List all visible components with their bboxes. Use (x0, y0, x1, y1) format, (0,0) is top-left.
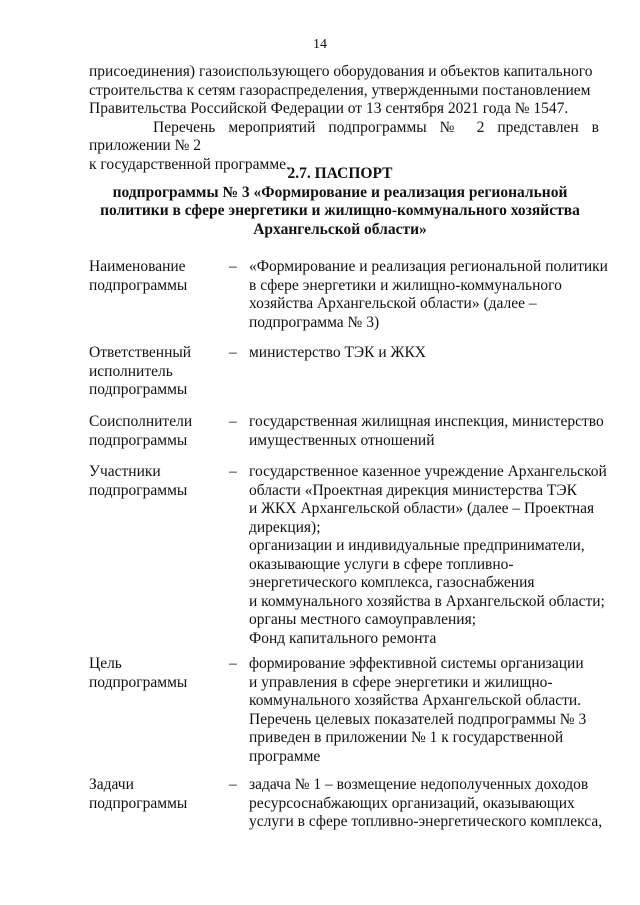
row-label-line: подпрограммы (89, 673, 188, 691)
row-label-line: подпрограммы (89, 381, 188, 398)
row-label (89, 258, 219, 295)
row-value-line: и коммунального хозяйства в Архангельской области; (249, 592, 605, 610)
row-value-line: и управления в сфере энергетики и жилищно- (249, 673, 553, 691)
intro-p1-line-3: Правительства Российской Федерации от 13 сентября 2021 года № 1547. (89, 100, 569, 117)
page-number: 14 (313, 37, 327, 52)
row-value (249, 258, 608, 332)
row-dash: – (229, 413, 237, 430)
row-label-line: Ответственный (89, 344, 192, 361)
row-value-line: формирование эффективной системы организации (249, 655, 584, 672)
row-label-line: Цель (89, 655, 122, 672)
row-value-line: хозяйства Архангельской области» (далее – (249, 295, 537, 312)
row-value-line: услуги в сфере топливно-энергетического комплекса, (249, 813, 603, 830)
row-label-line: Участники (89, 463, 161, 480)
intro-text (89, 63, 599, 174)
row-label-line: Задачи (89, 776, 134, 793)
intro-p2-line-1: Перечень мероприятий подпрограммы № 2 представлен в приложении № 2 (89, 118, 599, 154)
row-value-line: в сфере энергетики и жилищно-коммунального (249, 276, 562, 294)
row-label-line: подпрограммы (89, 794, 188, 812)
row-label (89, 463, 219, 500)
row-value-line: и ЖКХ Архангельской области» (далее – Проектная (249, 500, 595, 517)
row-label (89, 344, 219, 400)
row-value-line: государственное казенное учреждение Архангельской (249, 463, 607, 480)
row-label-line: Наименование (89, 258, 186, 275)
row-label-line: подпрограммы (89, 431, 188, 449)
heading-line-2: подпрограммы № 3 «Формирование и реализация региональной (112, 183, 568, 201)
row-value-line: государственная жилищная инспекция, министерство (249, 413, 604, 430)
intro-p1-line-2: строительства к сетям газораспределения, утвержденными постановлением (89, 81, 591, 99)
row-value-line: органы местного самоуправления; (249, 611, 477, 628)
row-dash: – (229, 776, 237, 793)
row-label-line: подпрограммы (89, 276, 188, 294)
row-label (89, 655, 219, 692)
row-value (249, 463, 607, 648)
row-label (89, 776, 219, 813)
row-value-line: «Формирование и реализация региональной политики (249, 258, 608, 275)
row-label-line: подпрограммы (89, 481, 188, 499)
row-value (249, 413, 604, 450)
heading-line-1: 2.7. ПАСПОРТ (287, 165, 393, 182)
row-label (89, 413, 219, 450)
row-value-line: области «Проектная дирекция министерства ТЭК (249, 481, 577, 499)
row-dash: – (229, 344, 237, 361)
intro-paragraph-1 (89, 63, 599, 119)
intro-p1-line-1: присоединения) газоиспользующего оборудования и объектов капитального (89, 63, 593, 80)
row-value-line: организации и индивидуальные предприниматели, (249, 537, 585, 554)
section-heading (80, 165, 600, 239)
row-value-line: программе (249, 747, 321, 765)
row-value-line: коммунального хозяйства Архангельской области. (249, 692, 582, 709)
row-label-line: Соисполнители (89, 413, 193, 430)
row-value-line: министерство ТЭК и ЖКХ (249, 344, 426, 361)
row-dash: – (229, 655, 237, 672)
row-value-line: ресурсоснабжающих организаций, оказывающих (249, 794, 575, 812)
row-value-line: энергетического комплекса, газоснабжения (249, 574, 535, 591)
heading-line-4: Архангельской области» (253, 220, 427, 238)
intro-p2-line-2: к государственной программе. (89, 155, 290, 173)
heading-line-3: политики в сфере энергетики и жилищно-коммунального хозяйства (100, 202, 580, 219)
row-value-line: имущественных отношений (249, 431, 435, 449)
row-value-line: оказывающие услуги в сфере топливно- (249, 555, 514, 573)
row-label-line: исполнитель (89, 362, 173, 380)
row-dash: – (229, 258, 237, 275)
row-value (249, 776, 604, 832)
row-value-line: приведен в приложении № 1 к государственной (249, 729, 564, 746)
row-value-line: Фонд капитального ремонта (249, 629, 437, 647)
row-value-line: задача № 1 – возмещение недополученных доходов (249, 776, 589, 793)
row-value (249, 655, 604, 766)
row-value (249, 344, 604, 363)
row-value-line: Перечень целевых показателей подпрограммы № 3 (249, 710, 587, 728)
row-value-line: подпрограмма № 3) (249, 313, 380, 331)
row-dash: – (229, 463, 237, 480)
row-value-line: дирекция); (249, 518, 321, 536)
